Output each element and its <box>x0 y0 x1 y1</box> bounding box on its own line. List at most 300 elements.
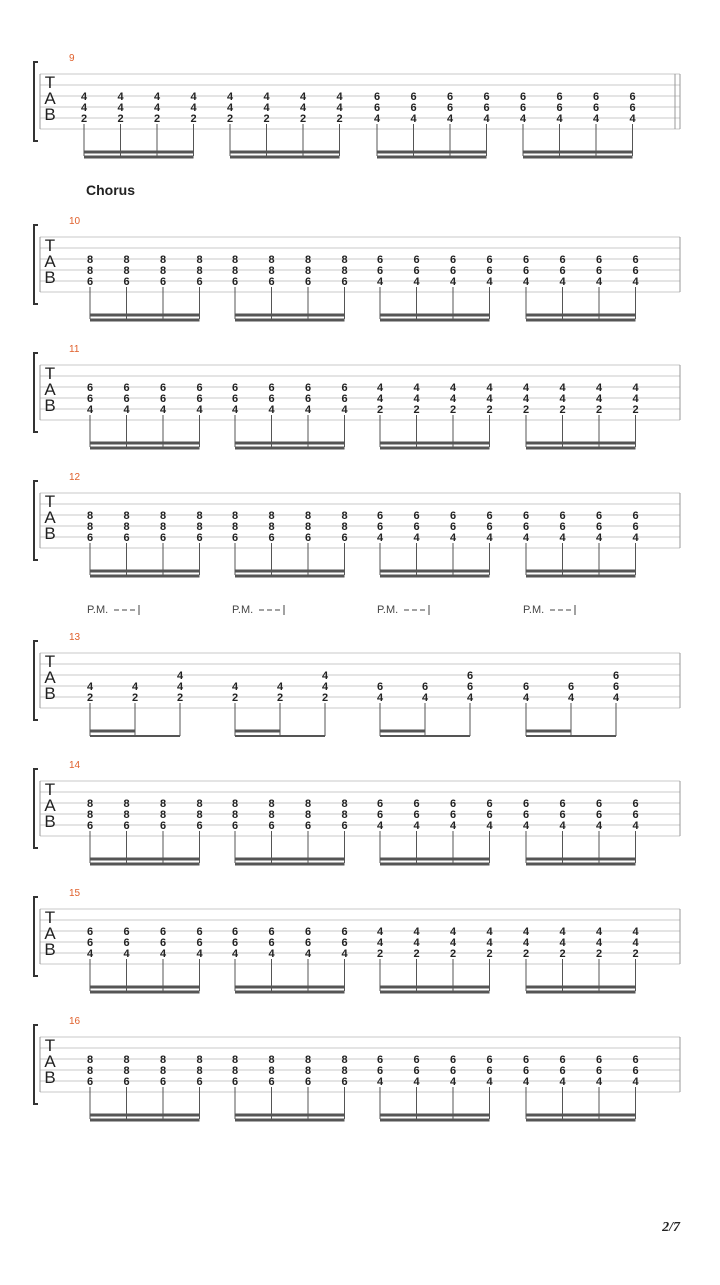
fret-number: 6 <box>196 820 203 832</box>
fret-number: 6 <box>231 276 239 288</box>
fret-number: 4 <box>336 102 343 114</box>
fret-number: 6 <box>231 1076 239 1088</box>
fret-number: 4 <box>421 692 429 704</box>
fret-number: 2 <box>80 113 88 125</box>
fret-number: 8 <box>159 1054 167 1066</box>
fret-number: 8 <box>231 254 239 266</box>
tab-letter: A <box>44 924 56 943</box>
fret-number: 2 <box>486 404 493 416</box>
fret-number: 8 <box>341 265 348 277</box>
fret-number: 4 <box>117 102 124 114</box>
fret-number: 6 <box>268 926 275 938</box>
fret-number: 6 <box>341 820 348 832</box>
fret-number: 8 <box>341 254 348 266</box>
tab-letter: T <box>44 780 56 799</box>
fret-number: 4 <box>559 382 566 394</box>
fret-number: 6 <box>304 926 312 938</box>
fret-number: 8 <box>196 254 203 266</box>
fret-number: 4 <box>376 692 384 704</box>
fret-number: 6 <box>413 265 420 277</box>
fret-number: 6 <box>522 254 530 266</box>
fret-number: 6 <box>123 276 130 288</box>
measure-number: 14 <box>69 760 81 771</box>
fret-number: 4 <box>595 276 603 288</box>
fret-number: 6 <box>413 521 420 533</box>
fret-number: 8 <box>86 254 94 266</box>
fret-number: 4 <box>559 937 566 949</box>
tab-letter: A <box>44 252 56 271</box>
fret-number: 4 <box>376 393 384 405</box>
fret-number: 4 <box>522 532 530 544</box>
tab-letter: B <box>44 684 56 703</box>
fret-number: 6 <box>559 1065 566 1077</box>
fret-number: 6 <box>449 1054 457 1066</box>
fret-number: 4 <box>80 102 88 114</box>
fret-number: 4 <box>341 948 348 960</box>
fret-number: 6 <box>612 670 620 682</box>
fret-number: 8 <box>268 1065 275 1077</box>
palm-mute-label: P.M. <box>87 604 109 616</box>
staff-bracket <box>34 225 38 304</box>
measure-number: 9 <box>69 53 75 64</box>
fret-number: 6 <box>341 276 348 288</box>
fret-number: 8 <box>268 1054 275 1066</box>
fret-number: 2 <box>299 113 307 125</box>
fret-number: 6 <box>196 926 203 938</box>
fret-number: 4 <box>341 404 348 416</box>
fret-number: 4 <box>449 276 457 288</box>
fret-number: 8 <box>196 510 203 522</box>
fret-number: 4 <box>226 91 234 103</box>
fret-number: 4 <box>86 404 94 416</box>
fret-number: 8 <box>268 254 275 266</box>
fret-number: 4 <box>522 393 530 405</box>
fret-number: 6 <box>376 521 384 533</box>
fret-number: 6 <box>632 809 639 821</box>
fret-number: 8 <box>86 265 94 277</box>
fret-number: 6 <box>446 91 454 103</box>
fret-number: 4 <box>117 91 124 103</box>
fret-number: 6 <box>376 798 384 810</box>
palm-mute-label: P.M. <box>377 604 399 616</box>
fret-number: 6 <box>632 1065 639 1077</box>
fret-number: 4 <box>522 692 530 704</box>
fret-number: 4 <box>376 382 384 394</box>
fret-number: 8 <box>159 510 167 522</box>
fret-number: 6 <box>304 1076 312 1088</box>
fret-number: 6 <box>483 102 490 114</box>
fret-number: 6 <box>522 510 530 522</box>
fret-number: 4 <box>486 532 493 544</box>
fret-number: 6 <box>231 820 239 832</box>
fret-number: 6 <box>304 393 312 405</box>
fret-number: 6 <box>376 510 384 522</box>
fret-number: 4 <box>304 404 312 416</box>
fret-number: 6 <box>410 91 417 103</box>
fret-number: 2 <box>276 692 284 704</box>
measure-16 <box>34 1016 680 1120</box>
fret-number: 2 <box>559 404 566 416</box>
fret-number: 4 <box>595 382 603 394</box>
fret-number: 4 <box>559 393 566 405</box>
fret-number: 2 <box>376 948 384 960</box>
fret-number: 8 <box>159 798 167 810</box>
fret-number: 6 <box>373 91 381 103</box>
fret-number: 6 <box>304 820 312 832</box>
fret-number: 6 <box>595 798 603 810</box>
fret-number: 8 <box>123 798 130 810</box>
fret-number: 6 <box>486 1065 493 1077</box>
fret-number: 8 <box>341 809 348 821</box>
fret-number: 4 <box>299 102 307 114</box>
tab-letter: B <box>44 396 56 415</box>
fret-number: 6 <box>486 798 493 810</box>
fret-number: 8 <box>86 798 94 810</box>
fret-number: 4 <box>632 926 639 938</box>
fret-number: 6 <box>196 1076 203 1088</box>
fret-number: 4 <box>413 532 420 544</box>
fret-number: 6 <box>268 532 275 544</box>
fret-number: 6 <box>268 382 275 394</box>
fret-number: 4 <box>86 681 94 693</box>
fret-number: 4 <box>595 937 603 949</box>
fret-number: 8 <box>341 1065 348 1077</box>
fret-number: 4 <box>376 820 384 832</box>
fret-number: 6 <box>304 382 312 394</box>
tab-letter: B <box>44 1068 56 1087</box>
fret-number: 8 <box>123 1065 130 1077</box>
fret-number: 2 <box>190 113 197 125</box>
tab-letter: B <box>44 812 56 831</box>
fret-number: 2 <box>413 404 420 416</box>
fret-number: 6 <box>196 393 203 405</box>
page-number: 2/7 <box>662 1220 680 1235</box>
fret-number: 8 <box>268 809 275 821</box>
fret-number: 6 <box>341 926 348 938</box>
fret-number: 6 <box>86 820 94 832</box>
fret-number: 6 <box>86 276 94 288</box>
fret-number: 4 <box>268 948 275 960</box>
measure-number: 13 <box>69 632 81 643</box>
fret-number: 6 <box>486 265 493 277</box>
fret-number: 6 <box>522 798 530 810</box>
tab-letter: T <box>44 908 56 927</box>
fret-number: 4 <box>522 937 530 949</box>
fret-number: 4 <box>176 681 184 693</box>
fret-number: 6 <box>556 102 563 114</box>
fret-number: 4 <box>190 102 197 114</box>
fret-number: 8 <box>86 809 94 821</box>
fret-number: 4 <box>612 692 620 704</box>
fret-number: 4 <box>321 681 329 693</box>
fret-number: 4 <box>483 113 490 125</box>
fret-number: 6 <box>376 1054 384 1066</box>
fret-number: 2 <box>263 113 270 125</box>
fret-number: 6 <box>632 1054 639 1066</box>
fret-number: 6 <box>486 521 493 533</box>
fret-number: 4 <box>632 1076 639 1088</box>
fret-number: 6 <box>376 809 384 821</box>
fret-number: 6 <box>376 1065 384 1077</box>
fret-number: 4 <box>231 681 239 693</box>
fret-number: 6 <box>522 521 530 533</box>
fret-number: 6 <box>268 937 275 949</box>
fret-number: 6 <box>373 102 381 114</box>
fret-number: 6 <box>376 681 384 693</box>
fret-number: 6 <box>559 809 566 821</box>
tab-letter: A <box>44 380 56 399</box>
fret-number: 2 <box>376 404 384 416</box>
fret-number: 2 <box>131 692 139 704</box>
fret-number: 6 <box>86 382 94 394</box>
fret-number: 8 <box>159 809 167 821</box>
fret-number: 8 <box>123 521 130 533</box>
fret-number: 4 <box>376 276 384 288</box>
fret-number: 6 <box>159 393 167 405</box>
fret-number: 4 <box>486 926 493 938</box>
fret-number: 8 <box>196 265 203 277</box>
fret-number: 6 <box>196 532 203 544</box>
fret-number: 6 <box>304 276 312 288</box>
fret-number: 4 <box>413 393 420 405</box>
fret-number: 2 <box>522 948 530 960</box>
fret-number: 6 <box>522 1054 530 1066</box>
fret-number: 6 <box>567 681 575 693</box>
fret-number: 4 <box>449 820 457 832</box>
fret-number: 6 <box>341 532 348 544</box>
fret-number: 2 <box>559 948 566 960</box>
tab-letter: T <box>44 492 56 511</box>
fret-number: 4 <box>559 276 566 288</box>
fret-number: 6 <box>268 276 275 288</box>
fret-number: 8 <box>123 254 130 266</box>
fret-number: 6 <box>449 510 457 522</box>
fret-number: 6 <box>123 1076 130 1088</box>
fret-number: 6 <box>449 798 457 810</box>
fret-number: 8 <box>231 1065 239 1077</box>
fret-number: 4 <box>522 926 530 938</box>
fret-number: 4 <box>449 393 457 405</box>
fret-number: 8 <box>304 798 312 810</box>
fret-number: 4 <box>231 404 239 416</box>
fret-number: 8 <box>231 809 239 821</box>
fret-number: 4 <box>449 926 457 938</box>
fret-number: 6 <box>123 820 130 832</box>
fret-number: 8 <box>304 254 312 266</box>
fret-number: 6 <box>304 532 312 544</box>
fret-number: 4 <box>373 113 381 125</box>
fret-number: 8 <box>341 521 348 533</box>
fret-number: 6 <box>196 382 203 394</box>
fret-number: 4 <box>466 692 474 704</box>
fret-number: 8 <box>123 265 130 277</box>
measure-11 <box>34 344 680 448</box>
fret-number: 4 <box>413 276 420 288</box>
fret-number: 4 <box>413 820 420 832</box>
fret-number: 6 <box>196 276 203 288</box>
fret-number: 6 <box>612 681 620 693</box>
fret-number: 6 <box>449 521 457 533</box>
fret-number: 4 <box>632 937 639 949</box>
fret-number: 8 <box>123 809 130 821</box>
fret-number: 4 <box>559 532 566 544</box>
fret-number: 4 <box>559 820 566 832</box>
tab-letter: A <box>44 1052 56 1071</box>
fret-number: 8 <box>159 254 167 266</box>
fret-number: 6 <box>486 510 493 522</box>
fret-number: 8 <box>231 521 239 533</box>
fret-number: 2 <box>86 692 94 704</box>
fret-number: 4 <box>632 382 639 394</box>
measure-15 <box>34 888 680 992</box>
fret-number: 8 <box>304 1054 312 1066</box>
fret-number: 4 <box>486 276 493 288</box>
fret-number: 6 <box>559 510 566 522</box>
fret-number: 2 <box>321 692 329 704</box>
tab-letter: B <box>44 105 56 124</box>
fret-number: 2 <box>413 948 420 960</box>
tab-letter: B <box>44 524 56 543</box>
tab-letter: A <box>44 508 56 527</box>
fret-number: 4 <box>522 382 530 394</box>
measure-number: 16 <box>69 1016 81 1027</box>
fret-number: 6 <box>556 91 563 103</box>
fret-number: 8 <box>196 1065 203 1077</box>
fret-number: 6 <box>559 254 566 266</box>
fret-number: 4 <box>159 948 167 960</box>
fret-number: 4 <box>592 113 600 125</box>
fret-number: 2 <box>632 948 639 960</box>
fret-number: 6 <box>559 521 566 533</box>
fret-number: 4 <box>486 382 493 394</box>
fret-number: 4 <box>123 404 130 416</box>
fret-number: 6 <box>159 937 167 949</box>
fret-number: 4 <box>336 91 343 103</box>
fret-number: 8 <box>196 1054 203 1066</box>
staff-bracket <box>34 897 38 976</box>
fret-number: 6 <box>595 809 603 821</box>
fret-number: 4 <box>263 91 270 103</box>
fret-number: 4 <box>276 681 284 693</box>
fret-number: 4 <box>522 820 530 832</box>
fret-number: 4 <box>632 276 639 288</box>
tab-letter: T <box>44 1036 56 1055</box>
fret-number: 6 <box>421 681 429 693</box>
fret-number: 8 <box>268 510 275 522</box>
fret-number: 8 <box>341 1054 348 1066</box>
fret-number: 8 <box>231 510 239 522</box>
fret-number: 8 <box>304 521 312 533</box>
measure-number: 12 <box>69 472 81 483</box>
fret-number: 8 <box>86 1054 94 1066</box>
fret-number: 4 <box>595 1076 603 1088</box>
fret-number: 8 <box>268 521 275 533</box>
tab-letter: B <box>44 940 56 959</box>
fret-number: 6 <box>595 510 603 522</box>
fret-number: 8 <box>196 798 203 810</box>
fret-number: 6 <box>413 510 420 522</box>
fret-number: 4 <box>486 393 493 405</box>
fret-number: 2 <box>336 113 343 125</box>
fret-number: 8 <box>86 1065 94 1077</box>
fret-number: 4 <box>376 937 384 949</box>
fret-number: 6 <box>376 254 384 266</box>
fret-number: 4 <box>446 113 454 125</box>
fret-number: 6 <box>592 91 600 103</box>
fret-number: 6 <box>86 532 94 544</box>
measure-10 <box>34 216 680 320</box>
fret-number: 6 <box>86 1076 94 1088</box>
tab-letter: A <box>44 89 56 108</box>
fret-number: 8 <box>123 510 130 522</box>
measure-9 <box>34 53 680 157</box>
fret-number: 4 <box>449 937 457 949</box>
fret-number: 6 <box>159 532 167 544</box>
fret-number: 4 <box>486 1076 493 1088</box>
fret-number: 4 <box>556 113 563 125</box>
fret-number: 2 <box>595 404 603 416</box>
fret-number: 4 <box>131 681 139 693</box>
fret-number: 6 <box>592 102 600 114</box>
palm-mute-label: P.M. <box>523 604 545 616</box>
fret-number: 6 <box>231 393 239 405</box>
fret-number: 4 <box>595 820 603 832</box>
fret-number: 6 <box>519 91 527 103</box>
fret-number: 6 <box>341 1076 348 1088</box>
fret-number: 6 <box>522 265 530 277</box>
fret-number: 2 <box>449 404 457 416</box>
fret-number: 6 <box>413 1054 420 1066</box>
fret-number: 4 <box>80 91 88 103</box>
fret-number: 6 <box>123 926 130 938</box>
tab-letter: T <box>44 73 56 92</box>
fret-number: 6 <box>123 393 130 405</box>
fret-number: 4 <box>559 1076 566 1088</box>
fret-number: 4 <box>376 926 384 938</box>
fret-number: 4 <box>153 102 161 114</box>
fret-number: 6 <box>376 265 384 277</box>
fret-number: 6 <box>466 681 474 693</box>
fret-number: 8 <box>304 265 312 277</box>
fret-number: 8 <box>341 798 348 810</box>
fret-number: 2 <box>595 948 603 960</box>
fret-number: 6 <box>413 1065 420 1077</box>
fret-number: 6 <box>268 393 275 405</box>
section-label: Chorus <box>86 182 135 198</box>
fret-number: 2 <box>632 404 639 416</box>
fret-number: 4 <box>299 91 307 103</box>
fret-number: 6 <box>123 532 130 544</box>
fret-number: 4 <box>595 393 603 405</box>
fret-number: 8 <box>159 265 167 277</box>
fret-number: 4 <box>632 393 639 405</box>
fret-number: 4 <box>190 91 197 103</box>
fret-number: 6 <box>123 937 130 949</box>
staff-bracket <box>34 1025 38 1104</box>
fret-number: 2 <box>176 692 184 704</box>
fret-number: 4 <box>595 532 603 544</box>
fret-number: 8 <box>304 510 312 522</box>
fret-number: 6 <box>449 1065 457 1077</box>
fret-number: 4 <box>196 948 203 960</box>
fret-number: 6 <box>522 681 530 693</box>
staff-bracket <box>34 769 38 848</box>
fret-number: 6 <box>449 254 457 266</box>
fret-number: 6 <box>159 382 167 394</box>
fret-number: 4 <box>321 670 329 682</box>
fret-number: 4 <box>413 926 420 938</box>
fret-number: 2 <box>522 404 530 416</box>
